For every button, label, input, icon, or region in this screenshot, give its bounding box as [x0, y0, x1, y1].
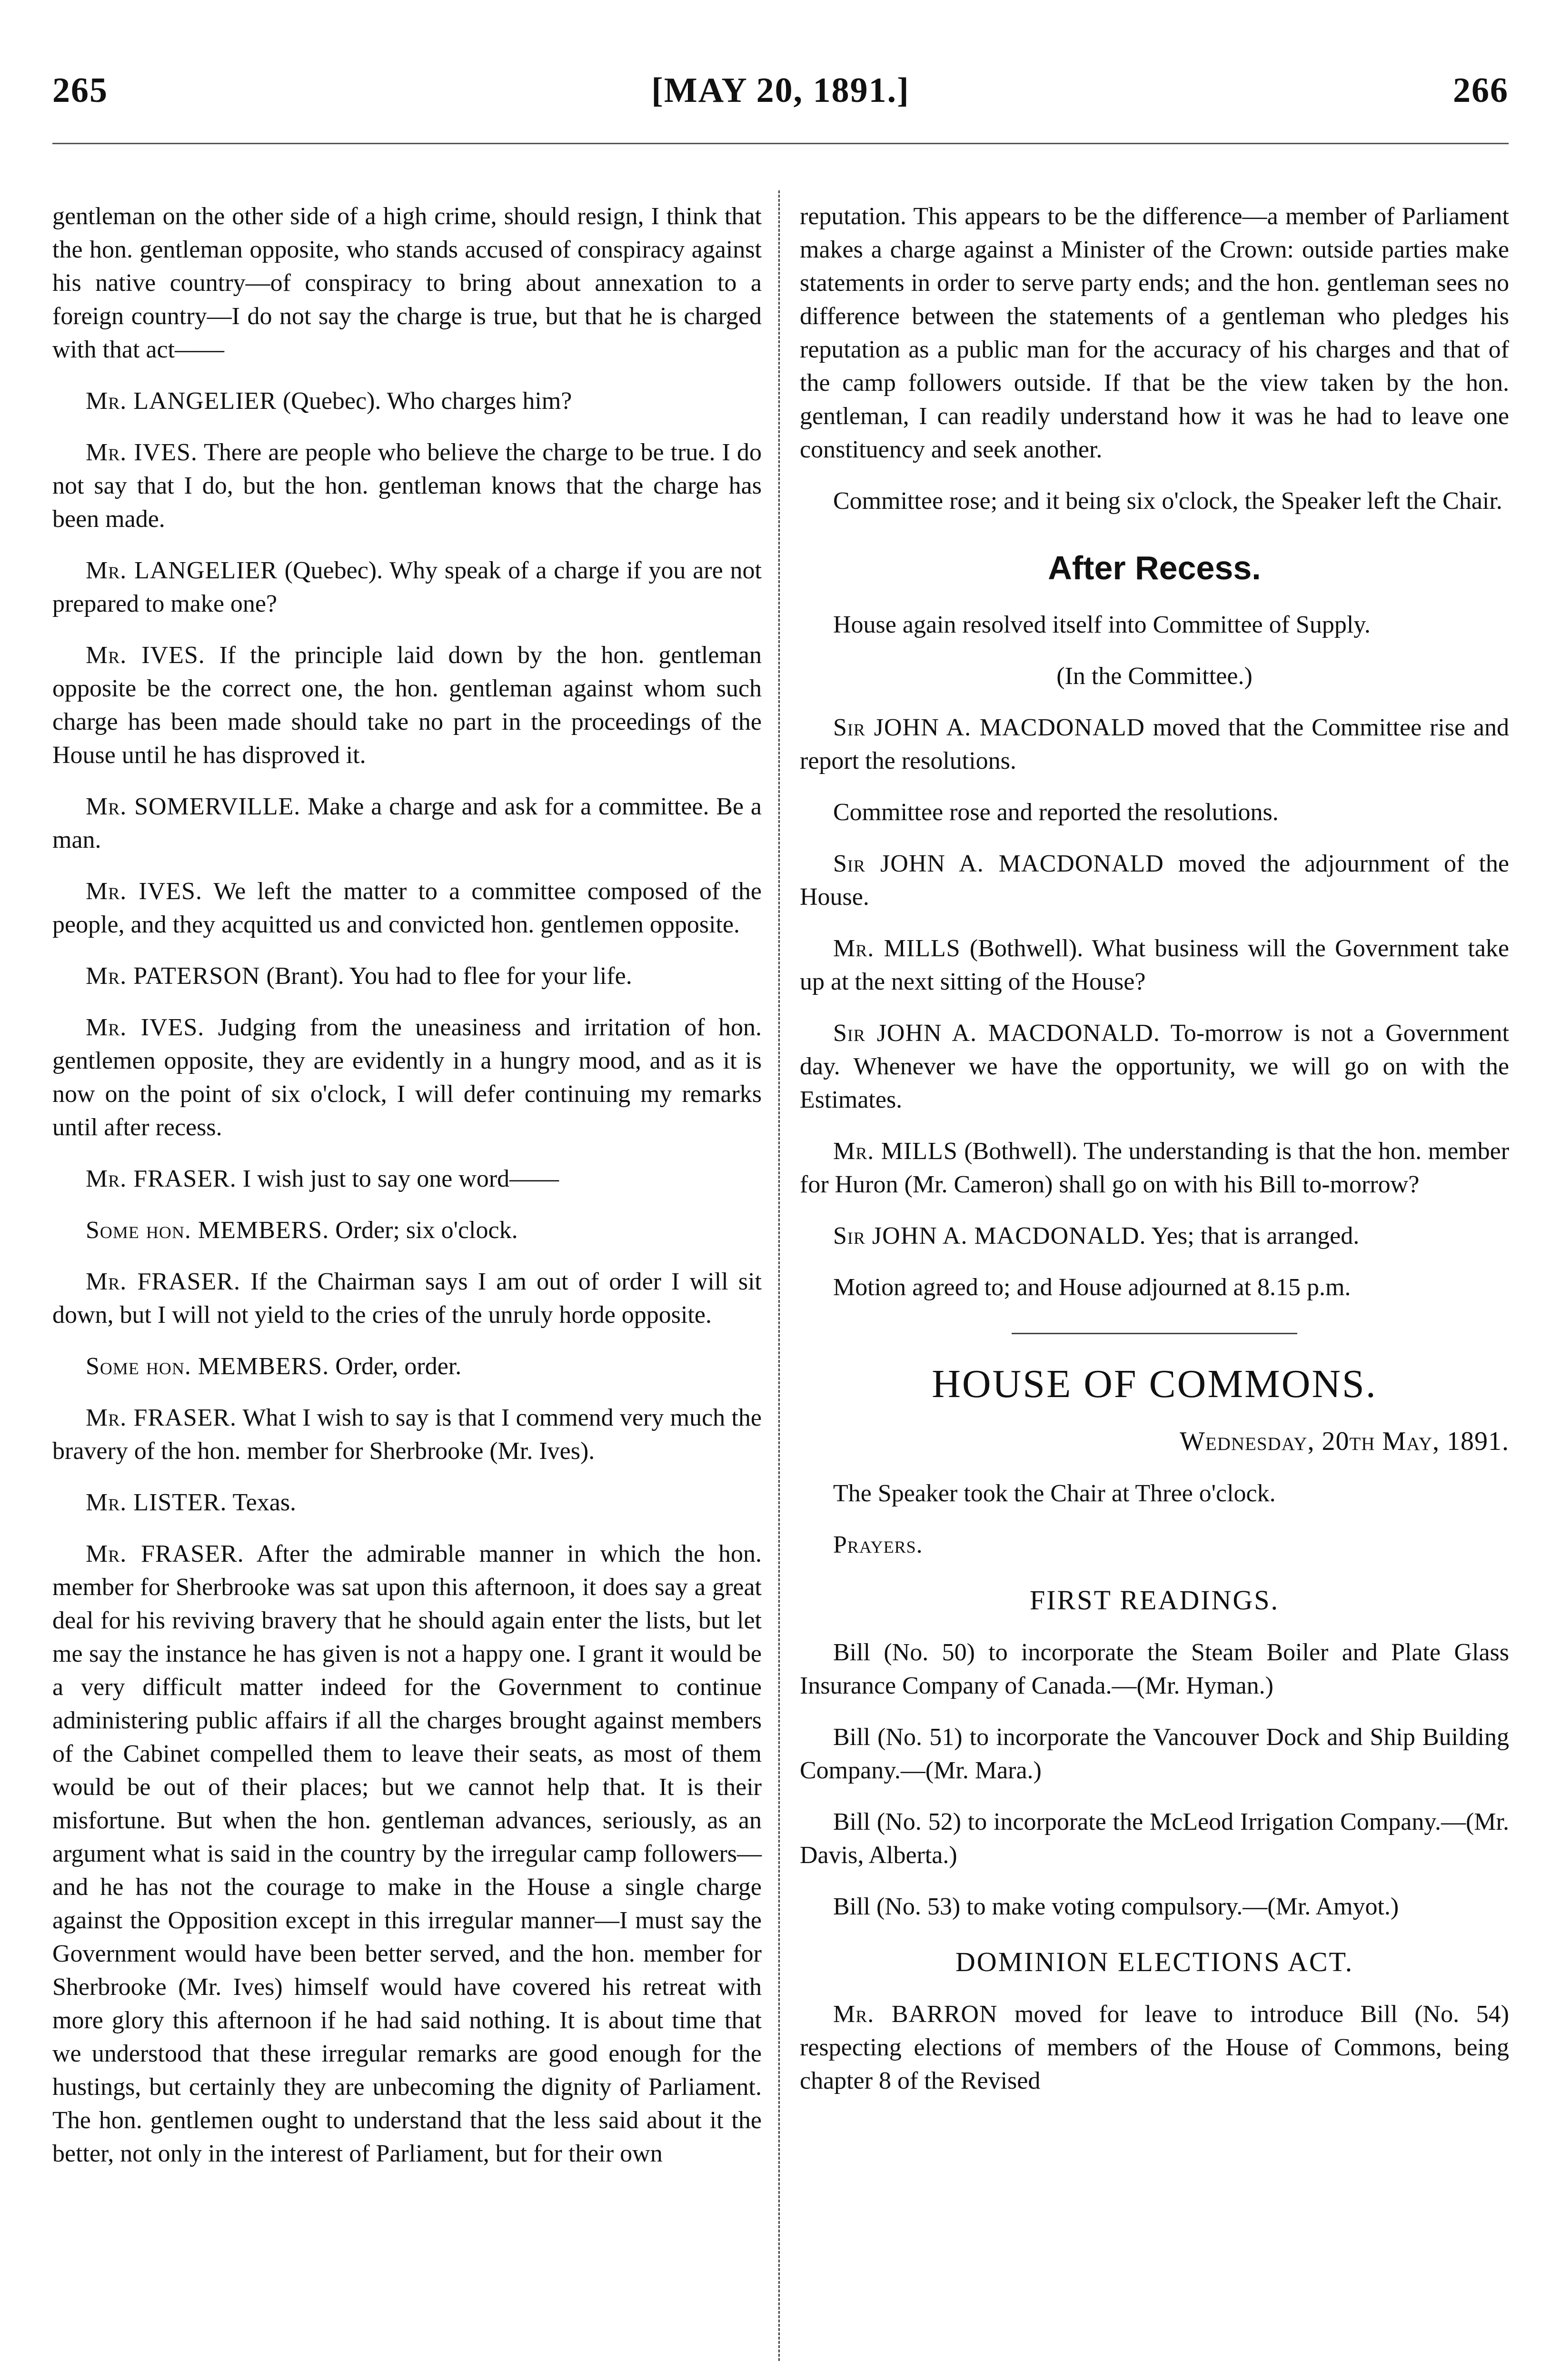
section-rule [1012, 1333, 1297, 1334]
after-recess-heading: After Recess. [1048, 549, 1261, 586]
paragraph-text: Motion agreed to; and House adjourned at 8.15 p.m. [833, 1274, 1351, 1301]
bill-item [800, 1636, 1509, 1703]
right-column [800, 200, 1509, 2116]
paragraph [800, 932, 1509, 999]
paragraph [52, 960, 762, 993]
paragraph [800, 1528, 1509, 1562]
bill-text: Bill (No. 52) to incorporate the McLeod Irrigation Company.—(Mr. Davis, Alberta.) [800, 1808, 1509, 1869]
speaker-name: Mr. LANGELIER [86, 557, 278, 584]
speaker-name: Mr. SOMERVILLE. [86, 793, 301, 820]
paragraph [52, 1011, 762, 1144]
speaker-name: Sir JOHN A. MACDONALD. [833, 1020, 1160, 1047]
paragraph-text: The Speaker took the Chair at Three o'clock. [833, 1480, 1276, 1507]
speaker-name: Sir JOHN A. MACDONALD. [833, 1222, 1146, 1250]
bill-text: Bill (No. 53) to make voting compulsory.—(Mr. Amyot.) [833, 1893, 1399, 1920]
header-date: [MAY 20, 1891.] [651, 70, 910, 110]
paragraph-text: If the Chairman says I am out of order I will sit down, but I will not yield to the cries of the unruly horde opposite. [52, 1268, 762, 1329]
paragraph [52, 385, 762, 418]
prayers-label: Prayers. [833, 1531, 923, 1558]
speaker-name: Mr. IVES. [86, 642, 205, 669]
speaker-name: Mr. MILLS [833, 935, 961, 962]
paragraph-text: reputation. This appears to be the difference—a member of Parliament makes a charge against a Minister of the Crown: outside parties make statements in order to serve party ends; and the hon. gentleman sees no difference between the statements of a gentleman who pledges his reputation as a public man for the accuracy of his charges and that of the camp followers outside. If that be the view taken by the hon. gentleman, I can readily understand how it was he had to leave one constituency and seek another. [800, 203, 1509, 463]
paragraph [800, 711, 1509, 778]
paragraph-text: Committee rose and reported the resolutions. [833, 799, 1279, 826]
speaker-name: Some hon. MEMBERS. [86, 1353, 329, 1380]
sitting-date-text: Wednesday, 20th May, 1891. [1180, 1427, 1509, 1456]
speaker-name: Mr. LANGELIER [86, 387, 277, 415]
speaker-name: Mr. IVES. [86, 878, 202, 905]
paragraph-text: After the admirable manner in which the hon. member for Sherbrooke was sat upon this afternoon, it does say a great deal for his reviving bravery that he should again enter the lists, but let me say the instance he has given is not a happy one. I grant it would be a very difficult matter indeed for the Government to continue administering public affairs if all the charges brought against members of the Cabinet compelled them to leave their seats, as most of them would be out of their places; but we cannot help that. It is their misfortune. But when the hon. gentleman advances, seriously, as an argument what is said in the country by the irregular camp followers—and he has not the courage to make in the House a single charge against the Opposition except in this irregular manner—I must say the Government would have been better served, and the hon. member for Sherbrooke (Mr. Ives) himself would have covered his retreat with more glory this afternoon if he had said nothing. It is about time that we understood that these irregular remarks are good enough for the hustings, but certainly they are unbecoming the dignity of Parliament. The hon. gentlemen ought to understand that the less said about it the better, not only in the interest of Parliament, but for their own [52, 1540, 762, 2167]
paragraph [800, 1135, 1509, 1201]
paragraph [800, 485, 1509, 518]
sitting-date [800, 1425, 1509, 1458]
paragraph-text: There are people who believe the charge to be true. I do not say that I do, but the hon. gentleman knows that the charge has been made. [52, 439, 762, 533]
paragraph [52, 639, 762, 772]
paragraph [800, 1477, 1509, 1510]
in-committee-note: (In the Committee.) [1056, 663, 1253, 690]
paragraph-text: moved the adjournment of the House. [800, 850, 1510, 911]
speaker-name: Mr. FRASER. [86, 1165, 237, 1192]
speaker-name: Sir JOHN A. MACDONALD [833, 850, 1164, 877]
speaker-name: Some hon. MEMBERS. [86, 1217, 329, 1244]
column-divider [778, 190, 780, 2361]
speaker-name: Mr. FRASER. [86, 1540, 244, 1567]
paragraph-text: moved that the Committee rise and report the resolutions. [800, 714, 1509, 774]
paragraph-text: I wish just to say one word—— [236, 1165, 559, 1192]
dominion-elections-heading: DOMINION ELECTIONS ACT. [955, 1946, 1354, 1977]
speaker-name: Mr. IVES. [86, 1014, 205, 1041]
paragraph-text: Order; six o'clock. [329, 1217, 518, 1244]
paragraph-text: We left the matter to a committee composed of the people, and they acquitted us and convicted hon. gentlemen opposite. [52, 878, 762, 938]
paragraph [800, 1017, 1509, 1117]
paragraph [52, 790, 762, 857]
paragraph-text: House again resolved itself into Committee of Supply. [833, 611, 1371, 638]
speaker-name: Mr. FRASER. [86, 1404, 237, 1431]
paragraph [800, 796, 1509, 829]
paragraph-text: (Brant). You had to flee for your life. [260, 962, 632, 990]
paragraph-text: (Bothwell). What business will the Government take up at the next sitting of the House? [800, 935, 1509, 995]
paragraph [52, 1265, 762, 1332]
bill-item [800, 1805, 1509, 1872]
paragraph-text: Texas. [227, 1489, 297, 1516]
page-header [52, 62, 1509, 119]
paragraph-text: To-morrow is not a Government day. Whenever we have the opportunity, we will go on with the Estimates. [800, 1020, 1510, 1113]
paragraph-text: (Quebec). Why speak of a charge if you are not prepared to make one? [52, 557, 762, 617]
paragraph-text: Order, order. [329, 1353, 462, 1380]
house-of-commons-heading: HOUSE OF COMMONS. [932, 1362, 1377, 1406]
paragraph [52, 1350, 762, 1383]
first-readings-heading: FIRST READINGS. [1029, 1585, 1280, 1616]
paragraph [800, 847, 1509, 914]
paragraph [800, 1998, 1509, 2098]
speaker-name: Mr. MILLS [833, 1138, 958, 1165]
speaker-name: Mr. BARRON [833, 2001, 998, 2028]
paragraph-text: moved for leave to introduce Bill (No. 54) respecting elections of members of the House of Commons, being chapter 8 of the Revised [800, 2001, 1509, 2094]
right-page-number: 266 [1453, 70, 1509, 110]
bill-text: Bill (No. 51) to incorporate the Vancouver Dock and Ship Building Company.—(Mr. Mara.) [800, 1724, 1509, 1784]
paragraph-text: gentleman on the other side of a high crime, should resign, I think that the hon. gentleman opposite, who stands accused of conspiracy against his native country—of conspiracy to bring about annexation to a foreign country—I do not say the charge is true, but that he is charged with that act—— [52, 203, 762, 363]
paragraph [52, 1537, 762, 2171]
speaker-name: Mr. LISTER. [86, 1489, 227, 1516]
paragraph [52, 554, 762, 621]
paragraph [800, 1271, 1509, 1304]
paragraph [52, 1486, 762, 1519]
bill-item [800, 1721, 1509, 1787]
speaker-name: Mr. PATERSON [86, 962, 260, 990]
bill-text: Bill (No. 50) to incorporate the Steam Boiler and Plate Glass Insurance Company of Canada.—(Mr. Hyman.) [800, 1639, 1509, 1699]
paragraph [800, 608, 1509, 642]
speaker-name: Mr. IVES. [86, 439, 198, 466]
paragraph [800, 200, 1509, 466]
speaker-name: Sir JOHN A. MACDONALD [833, 714, 1145, 741]
speaker-name: Mr. FRASER. [86, 1268, 240, 1295]
paragraph [52, 1401, 762, 1468]
paragraph-text: Judging from the uneasiness and irritation of hon. gentlemen opposite, they are evidently in a hungry mood, and as it is now on the point of six o'clock, I will defer continuing my remarks until after recess. [52, 1014, 762, 1141]
paragraph [52, 1214, 762, 1247]
paragraph-text: Make a charge and ask for a committee. Be a man. [52, 793, 762, 853]
bill-item [800, 1890, 1509, 1924]
paragraph-text: Committee rose; and it being six o'clock, the Speaker left the Chair. [833, 487, 1502, 515]
paragraph [52, 1162, 762, 1196]
paragraph-text: (Quebec). Who charges him? [276, 387, 572, 415]
paragraph-text: If the principle laid down by the hon. gentleman opposite be the correct one, the hon. gentleman against whom such charge has been made should take no part in the proceedings of the House until he has disproved it. [52, 642, 762, 769]
paragraph-text: Yes; that is arranged. [1146, 1222, 1360, 1250]
paragraph [52, 436, 762, 536]
left-column [52, 200, 762, 2189]
header-rule [52, 143, 1509, 144]
paragraph [52, 200, 762, 367]
paragraph [52, 875, 762, 942]
paragraph-text: What I wish to say is that I commend very much the bravery of the hon. member for Sherbrooke (Mr. Ives). [52, 1404, 762, 1465]
paragraph-text: (Bothwell). The understanding is that the hon. member for Huron (Mr. Cameron) shall go on with his Bill to-morrow? [800, 1138, 1510, 1198]
left-page-number: 265 [52, 70, 108, 110]
paragraph [800, 1220, 1509, 1253]
